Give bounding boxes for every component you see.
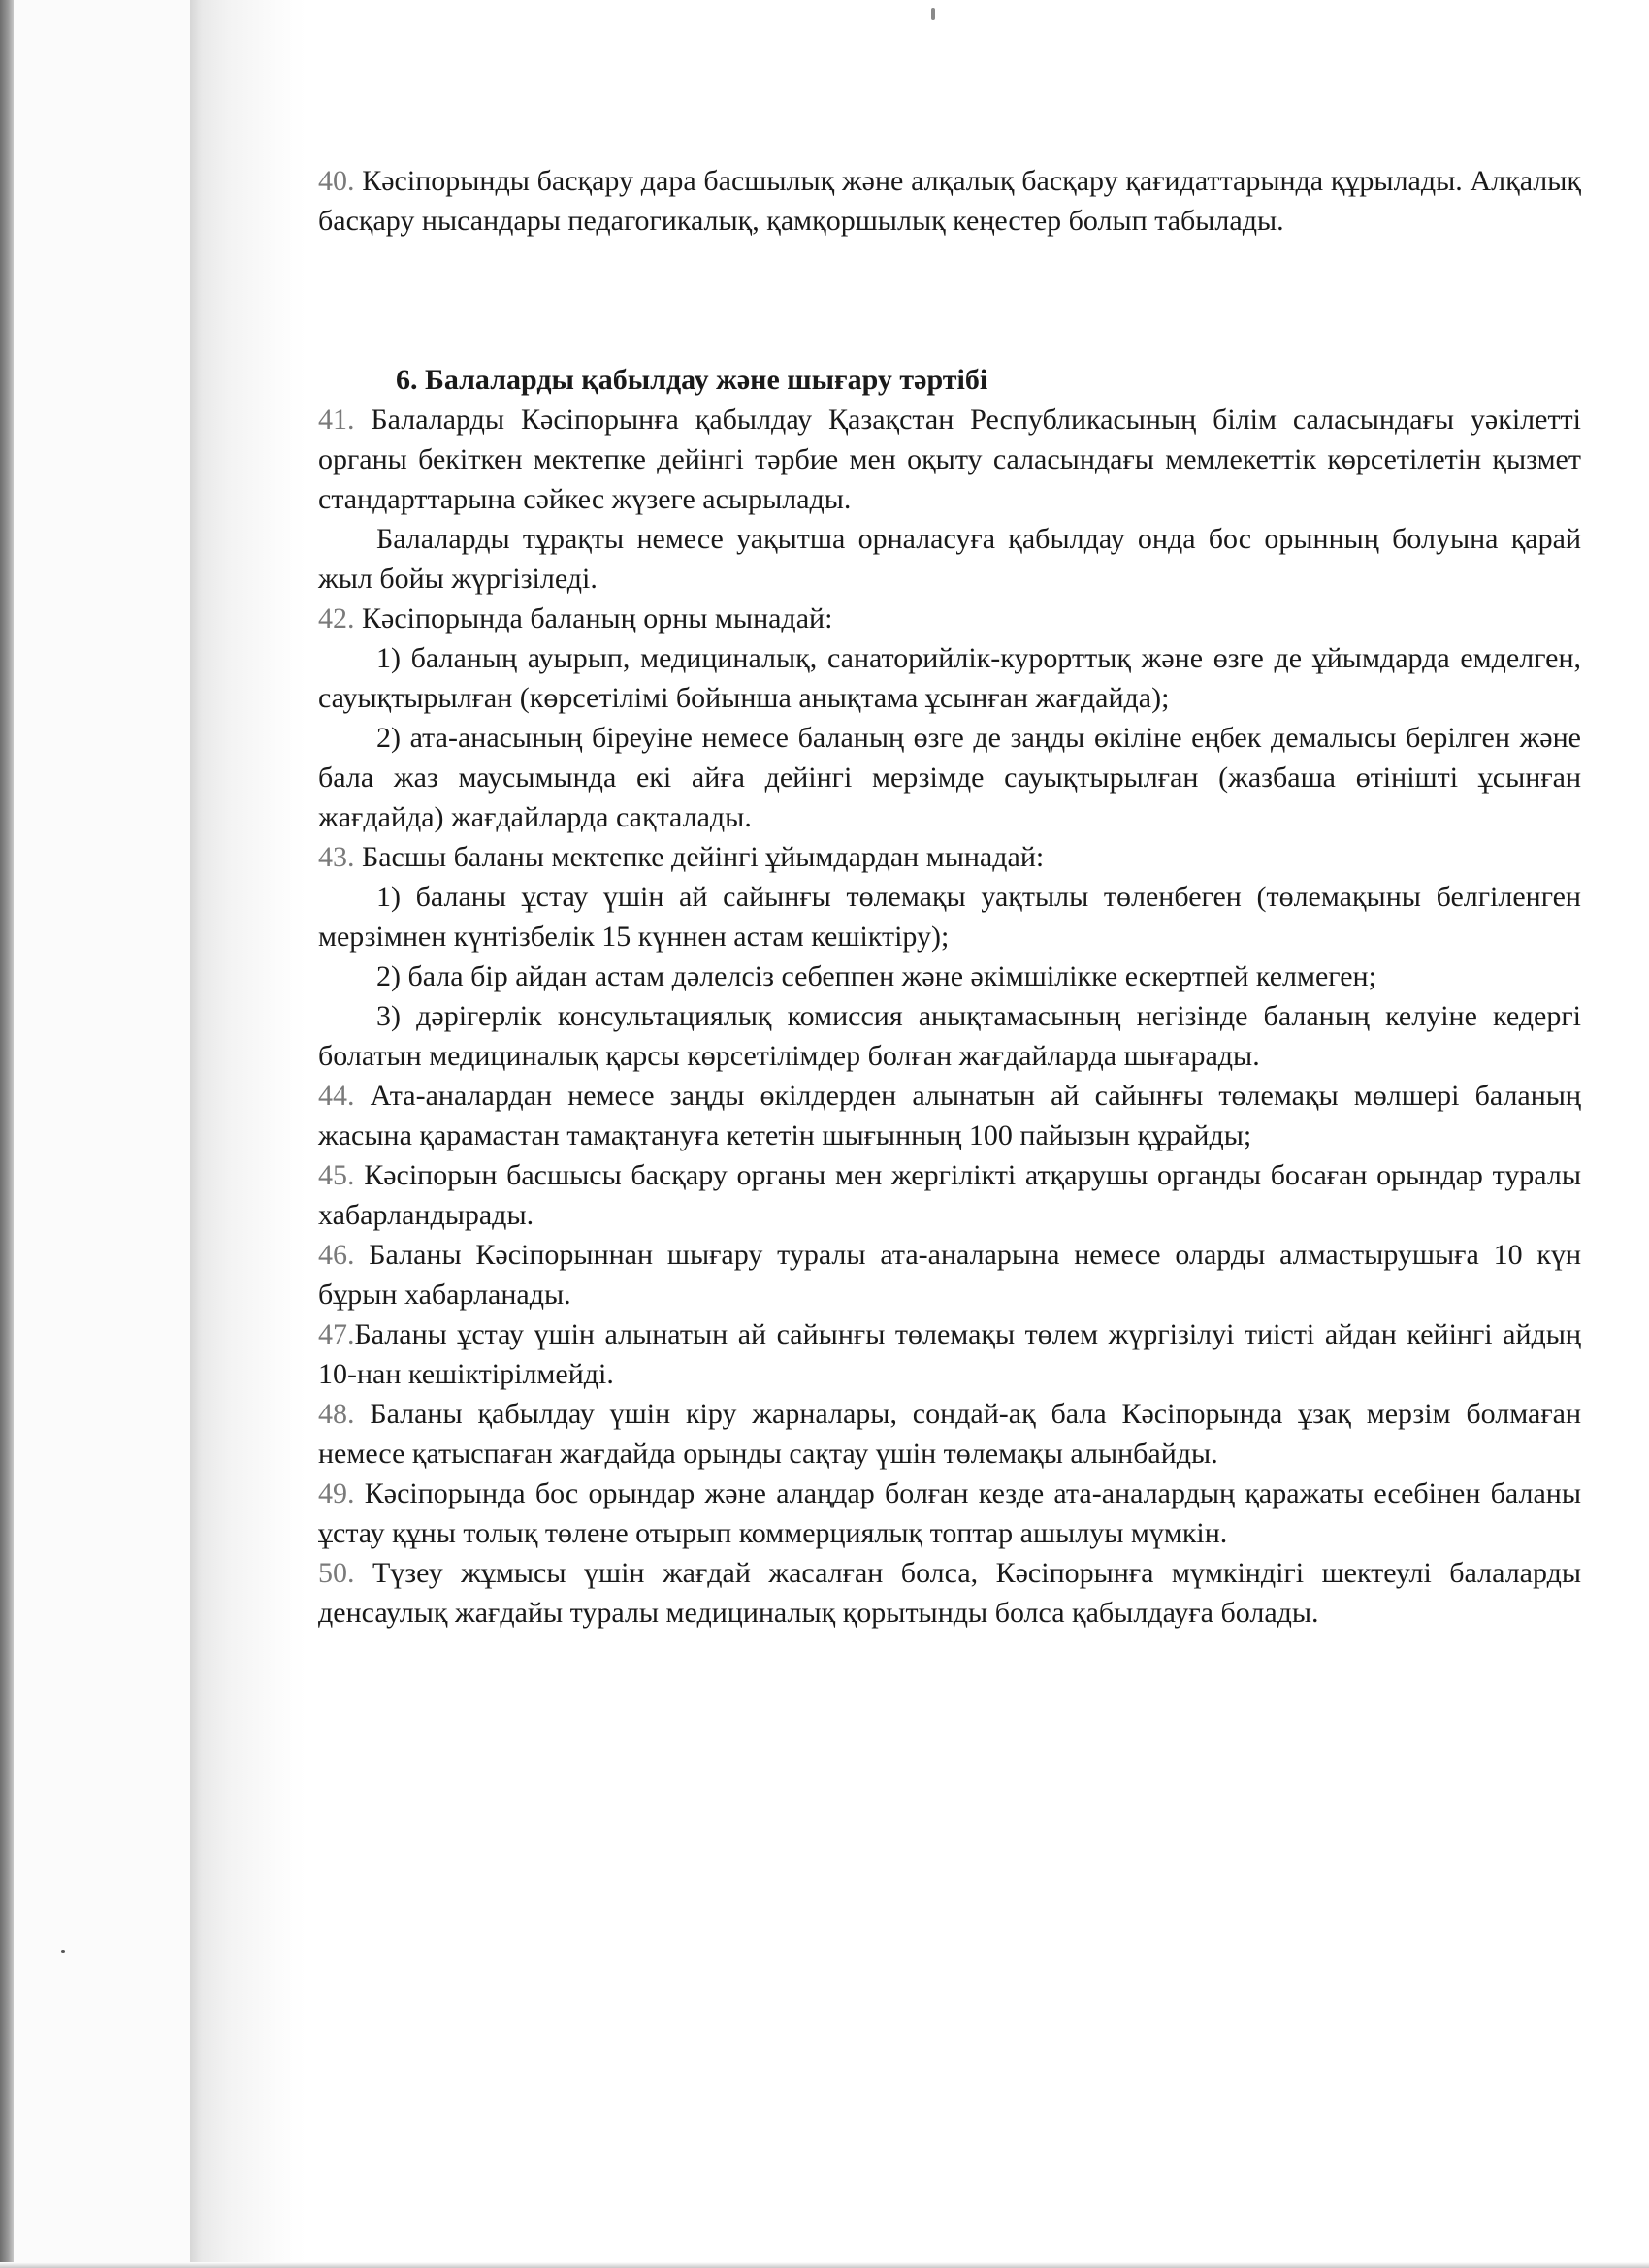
clause-49 xyxy=(318,1474,1581,1553)
scan-speck-top xyxy=(931,8,935,20)
clause-44 xyxy=(318,1076,1581,1155)
clause-43-item-2: 2) бала бір айдан астам дәлелсіз себеппен және әкімшілікке ескертпей келмеген; xyxy=(376,960,1376,992)
clause-text: Баланы қабылдау үшін кіру жарналары, сондай-ақ бала Кәсіпорында ұзақ мерзім болмаған немесе қатыспаған жағдайда орынды сақтау үшін төлемақы алынбайды. xyxy=(318,1398,1581,1470)
scan-bottom-edge xyxy=(0,2262,1649,2268)
clause-number: 47. xyxy=(318,1318,355,1350)
scan-edge xyxy=(0,0,14,2268)
clause-number: 42. xyxy=(318,602,355,634)
clause-43-item-1: 1) баланы ұстау үшін ай сайынғы төлемақы уақтылы төленбеген (төлемақыны белгіленген мерзімнен күнтізбелік 15 күннен астам кешіктіру); xyxy=(318,881,1581,953)
clause-number: 50. xyxy=(318,1557,355,1589)
clause-40 xyxy=(318,161,1581,241)
clause-text: Кәсіпорынды басқару дара басшылық және алқалық басқару қағидаттарында құрылады. Алқалық басқару нысандары педагогикалық, қамқоршылық кеңестер болып табылады. xyxy=(318,165,1581,237)
clause-text: Баланы Кәсіпорыннан шығару туралы ата-аналарына немесе оларды алмастырушыға 10 күн бұрын хабарланады. xyxy=(318,1239,1582,1311)
clause-number: 41. xyxy=(318,404,355,436)
clause-47 xyxy=(318,1314,1581,1394)
clause-48 xyxy=(318,1394,1581,1474)
clause-text: Түзеу жұмысы үшін жағдай жасалған болса, Кәсіпорынға мүмкіндігі шектеулі балаларды денсаулық жағдайы туралы медициналық қорытынды болса қабылдауға болады. xyxy=(318,1557,1581,1629)
scan-margin xyxy=(14,0,190,2268)
clause-number: 46. xyxy=(318,1239,355,1271)
clause-number: 48. xyxy=(318,1398,355,1430)
clause-45 xyxy=(318,1155,1581,1235)
clause-50 xyxy=(318,1553,1581,1633)
clause-46 xyxy=(318,1235,1581,1314)
clause-text: Кәсіпорында бос орындар және алаңдар болған кезде ата-аналардың қаражаты есебінен баланы ұстау құны толық төлене отырып коммерциялық топтар ашылуы мүмкін. xyxy=(318,1477,1582,1549)
clause-text: Кәсіпорында баланың орны мынадай: xyxy=(362,602,833,634)
clause-text: Кәсіпорын басшысы басқару органы мен жергілікті атқарушы органды босаған орындар туралы хабарландырады. xyxy=(318,1159,1582,1231)
clause-41-paragraph: Балаларды тұрақты немесе уақытша орналасуға қабылдау онда бос орынның болуына қарай жыл бойы жүргізіледі. xyxy=(318,523,1581,595)
clause-42 xyxy=(318,599,1581,638)
clause-number: 43. xyxy=(318,841,355,873)
clause-43 xyxy=(318,837,1581,877)
scan-speck-left xyxy=(61,1950,65,1953)
section-title: 6. Балаларды қабылдау және шығару тәртібі xyxy=(396,364,988,396)
clause-text: Балаларды Кәсіпорынға қабылдау Қазақстан Республикасының білім саласындағы уәкілетті органы бекіткен мектепке дейінгі тәрбие мен оқыту саласындағы мемлекеттік көрсетілетін қызмет стандарттарына сәйкес жүзеге асырылады. xyxy=(318,404,1581,515)
clause-number: 40. xyxy=(318,165,355,197)
clause-number: 45. xyxy=(318,1159,355,1191)
clause-42-item-2: 2) ата-анасының біреуіне немесе баланың өзге де заңды өкіліне еңбек демалысы берілген және бала жаз маусымында екі айға дейінгі мерзімде сауықтырылған (жазбаша өтінішті ұсынған жағдайда) жағдайларда сақталады. xyxy=(318,722,1581,833)
clause-43-item-3: 3) дәрігерлік консультациялық комиссия анықтамасының негізінде баланың келуіне кедергі болатын медициналық қарсы көрсетілімдер болған жағдайларда шығарады. xyxy=(318,1000,1581,1072)
clause-text: Ата-аналардан немесе заңды өкілдерден алынатын ай сайынғы төлемақы мөлшері баланың жасына қарамастан тамақтануға кететін шығынның 100 пайызын құрайды; xyxy=(318,1080,1582,1151)
clause-number: 49. xyxy=(318,1477,355,1509)
clause-42-item-1: 1) баланың ауырып, медициналық, санаторийлік-курорттық және өзге де ұйымдарда емделген, сауықтырылған (көрсетілімі бойынша анықтама ұсынған жағдайда); xyxy=(318,642,1581,714)
clause-text: Басшы баланы мектепке дейінгі ұйымдардан мынадай: xyxy=(362,841,1045,873)
clause-text: Баланы ұстау үшін алынатын ай сайынғы төлемақы төлем жүргізілуі тиісті айдан кейінгі айдың 10-нан кешіктірілмейді. xyxy=(318,1318,1581,1390)
clause-41 xyxy=(318,400,1581,519)
clause-number: 44. xyxy=(318,1080,355,1112)
document-body xyxy=(318,161,1581,1633)
page-fold-shadow xyxy=(190,0,307,2268)
